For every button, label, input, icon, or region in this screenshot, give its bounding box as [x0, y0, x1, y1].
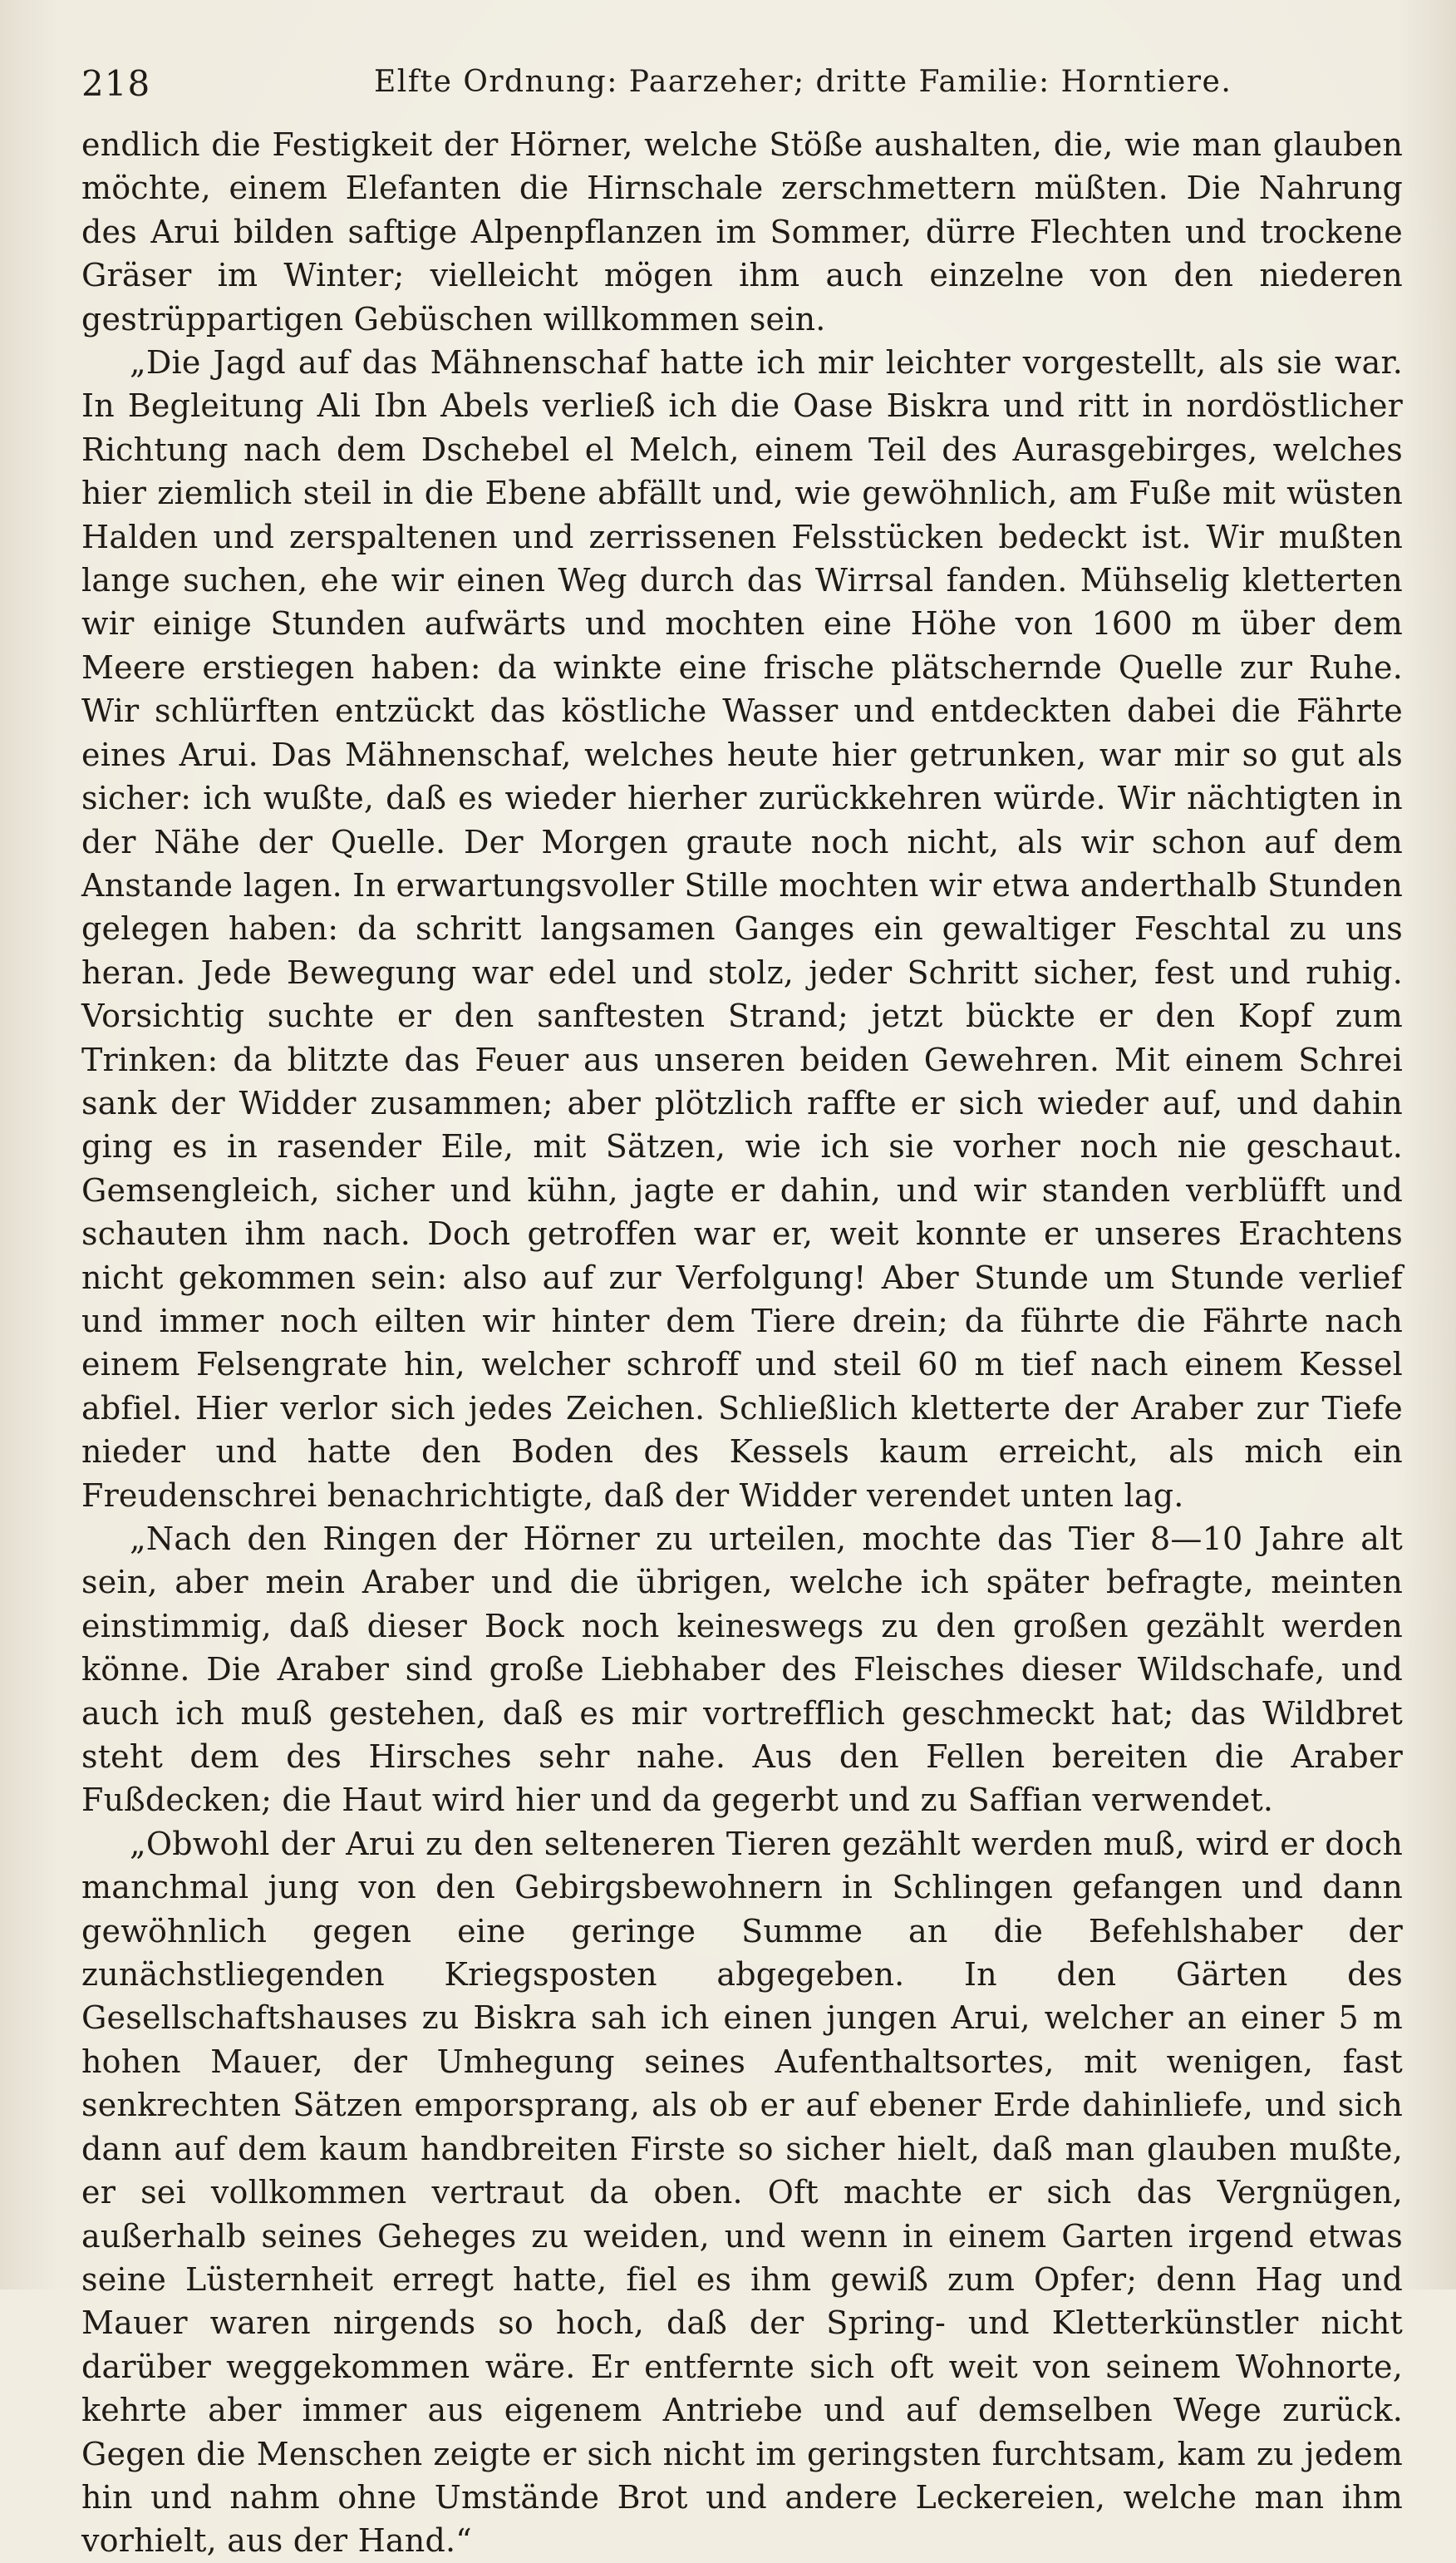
paragraph-4: „Obwohl der Arui zu den selteneren Tieren gezählt werden muß, wird er doch manchmal jung von den Gebirgsbewohnern in Schlingen gefangen und dann gewöhnlich gegen eine geringe Summe an die Befehlshaber der zunächstliegenden Kriegsposten abgegeben. In den Gärten des Gesellschaftshauses zu Biskra sah ich einen jungen Arui, welcher an einer 5 m hohen Mauer, der Umhegung seines Aufenthaltsortes, mit wenigen, fast senkrechten Sätzen emporsprang, als ob er auf ebener Erde dahinliefe, und sich dann auf dem kaum handbreiten Firste so sicher hielt, daß man glauben mußte, er sei vollkommen vertraut da oben. Oft machte er sich das Vergnügen, außerhalb seines Geheges zu weiden, und wenn in einem Garten irgend etwas seine Lüsternheit erregt hatte, fiel es ihm gewiß zum Opfer; denn Hag und Mauer waren nirgends so hoch, daß der Spring- und Kletterkünstler nicht darüber weggekommen wäre. Er entfernte sich oft weit von seinem Wohnorte, kehrte aber immer aus eigenem Antriebe und auf demselben Wege zurück. Gegen die Menschen zeigte er sich nicht im geringsten furchtsam, kam zu jedem hin und nahm ohne Umstände Brot und andere Leckereien, welche man ihm vorhielt, aus der Hand.“ [81, 1825, 1403, 2560]
body-text [81, 123, 1403, 2563]
paragraph-1: endlich die Festigkeit der Hörner, welche Stöße aushalten, die, wie man glauben möchte, einem Elefanten die Hirnschale zerschmettern müßten. Die Nahrung des Arui bilden saftige Alpenpflanzen im Sommer, dürre Flechten und trockene Gräser im Winter; vielleicht mögen ihm auch einzelne von den niederen gestrüppartigen Gebüschen willkommen sein. [81, 126, 1403, 338]
paragraph-2: „Die Jagd auf das Mähnenschaf hatte ich mir leichter vorgestellt, als sie war. In Begleitung Ali Ibn Abels verließ ich die Oase Biskra und ritt in nordöstlicher Richtung nach dem Dschebel el Melch, einem Teil des Aurasgebirges, welches hier ziemlich steil in die Ebene abfällt und, wie gewöhnlich, am Fuße mit wüsten Halden und zerspaltenen und zerrissenen Felsstücken bedeckt ist. Wir mußten lange suchen, ehe wir einen Weg durch das Wirrsal fanden. Mühselig kletterten wir einige Stunden aufwärts und mochten eine Höhe von 1600 m über dem Meere erstiegen haben: da winkte eine frische plätschernde Quelle zur Ruhe. Wir schlürften entzückt das köstliche Wasser und entdeckten dabei die Fährte eines Arui. Das Mähnenschaf, welches heute hier getrunken, war mir so gut als sicher: ich wußte, daß es wieder hierher zurückkehren würde. Wir nächtigten in der Nähe der Quelle. Der Morgen graute noch nicht, als wir schon auf dem Anstande lagen. In erwartungsvoller Stille mochten wir etwa anderthalb Stunden gelegen haben: da schritt langsamen Ganges ein gewaltiger Feschtal zu uns heran. Jede Bewegung war edel und stolz, jeder Schritt sicher, fest und ruhig. Vorsichtig suchte er den sanftesten Strand; jetzt bückte er den Kopf zum Trinken: da blitzte das Feuer aus unseren beiden Gewehren. Mit einem Schrei sank der Widder zusammen; aber plötzlich raffte er sich wieder auf, und dahin ging es in rasender Eile, mit Sätzen, wie ich sie vorher noch nie geschaut. Gemsengleich, sicher und kühn, jagte er dahin, und wir standen verblüfft und schauten ihm nach. Doch getroffen war er, weit konnte er unseres Erachtens nicht gekommen sein: also auf zur Verfolgung! Aber Stunde um Stunde verlief und immer noch eilten wir hinter dem Tiere drein; da führte die Fährte nach einem Felsengrate hin, welcher schroff und steil 60 m tief nach einem Kessel abfiel. Hier verlor sich jedes Zeichen. Schließlich kletterte der Araber zur Tiefe nieder und hatte den Boden des Kessels kaum erreicht, als mich ein Freudenschrei benachrichtigte, daß der Widder verendet unten lag. [81, 344, 1403, 1514]
page-header [81, 55, 1403, 113]
page-number: 218 [81, 63, 151, 104]
running-head: Elfte Ordnung: Paarzeher; dritte Familie: Horntiere. [374, 65, 1232, 99]
paragraph-3: „Nach den Ringen der Hörner zu urteilen, mochte das Tier 8—10 Jahre alt sein, aber mein Araber und die übrigen, welche ich später befragte, meinten einstimmig, daß dieser Bock noch keineswegs zu den großen gezählt werden könne. Die Araber sind große Liebhaber des Fleisches dieser Wildschafe, und auch ich muß gestehen, daß es mir vortrefflich geschmeckt hat; das Wildbret steht dem des Hirsches sehr nahe. Aus den Fellen bereiten die Araber Fußdecken; die Haut wird hier und da gegerbt und zu Saffian verwendet. [81, 1521, 1403, 1819]
